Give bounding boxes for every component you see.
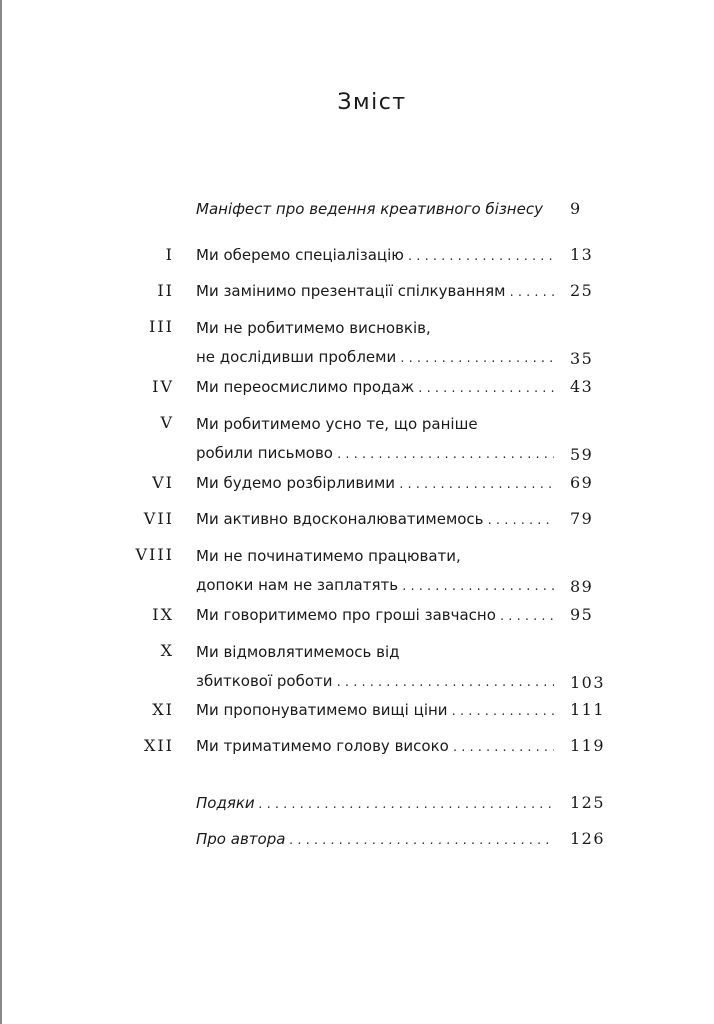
toc-entry-line: не дослідивши проблеми . . . bbox=[196, 343, 554, 372]
page-number: 89 bbox=[570, 577, 594, 596]
page-number: 59 bbox=[570, 445, 594, 464]
toc-entry-line: Ми триматимемо голову високо . . . bbox=[196, 733, 554, 759]
toc-entry-title bbox=[196, 314, 554, 372]
page-number: 25 bbox=[570, 281, 594, 300]
chapter-numeral: I bbox=[165, 245, 174, 264]
toc-entry-title bbox=[196, 506, 554, 532]
toc-entry-title bbox=[196, 196, 554, 222]
toc-entry-line: Ми робитимемо усно те, що раніше bbox=[196, 415, 478, 433]
chapter-numeral: V bbox=[160, 413, 174, 432]
toc-entry-title bbox=[196, 638, 554, 696]
chapter-numeral: XII bbox=[143, 736, 174, 755]
toc-entry-title bbox=[196, 602, 554, 628]
toc-entry-line: допоки нам не заплатять . . . bbox=[196, 571, 554, 600]
page-number: 35 bbox=[570, 349, 594, 368]
toc-entry-line: Подяки . . . bbox=[196, 790, 554, 816]
page-number: 95 bbox=[570, 605, 594, 624]
toc-entry-title bbox=[196, 790, 554, 816]
toc-entry[interactable] bbox=[0, 278, 714, 304]
toc-entry[interactable] bbox=[0, 733, 714, 759]
toc-entry[interactable] bbox=[0, 506, 714, 532]
toc-entry-line: Ми переосмислимо продаж . . . bbox=[196, 374, 554, 400]
toc-entry-line: Ми замінимо презентації спілкуванням . . . bbox=[196, 278, 554, 304]
toc-entry-line: Маніфест про ведення креативного бізнесу bbox=[196, 200, 543, 218]
toc-entry[interactable] bbox=[0, 602, 714, 628]
chapter-numeral: XI bbox=[152, 700, 174, 719]
chapter-numeral: II bbox=[157, 281, 174, 300]
page-number: 9 bbox=[570, 199, 582, 218]
page-number: 125 bbox=[570, 793, 606, 812]
toc-entry-title bbox=[196, 278, 554, 304]
toc-entry[interactable] bbox=[0, 790, 714, 816]
toc-entry-line: Ми не робитимемо висновків, bbox=[196, 319, 431, 337]
page-number: 43 bbox=[570, 377, 594, 396]
toc-entry-title bbox=[196, 733, 554, 759]
toc-entry-line: Ми оберемо спеціалізацію . . . bbox=[196, 242, 554, 268]
toc-entry-line: Ми говоритимемо про гроші завчасно . . . bbox=[196, 602, 554, 628]
toc-entry-line: збиткової роботи . . . bbox=[196, 667, 554, 696]
page-number: 119 bbox=[570, 736, 606, 755]
toc-entry-line: Про автора . . . bbox=[196, 826, 554, 852]
chapter-numeral: III bbox=[149, 317, 174, 336]
chapter-numeral: X bbox=[160, 641, 174, 660]
toc-entry-line: Ми не починатимемо працювати, bbox=[196, 547, 461, 565]
toc-entry[interactable] bbox=[0, 374, 714, 400]
chapter-numeral: VIII bbox=[135, 545, 174, 564]
toc-entry[interactable] bbox=[0, 242, 714, 268]
toc-entry[interactable] bbox=[0, 196, 714, 222]
toc-entry-line: Ми активно вдосконалюватимемось . . . bbox=[196, 506, 554, 532]
toc-entry-line: Ми відмовлятимемось від bbox=[196, 643, 400, 661]
toc-entry-line: робили письмово . . . bbox=[196, 439, 554, 468]
toc-entry-title bbox=[196, 542, 554, 600]
toc-entry[interactable] bbox=[0, 638, 714, 696]
toc-entry-title bbox=[196, 826, 554, 852]
page-number: 103 bbox=[570, 673, 606, 692]
toc-entry-title bbox=[196, 242, 554, 268]
toc-entry-title bbox=[196, 374, 554, 400]
page-number: 126 bbox=[570, 829, 606, 848]
page-number: 111 bbox=[570, 700, 606, 719]
page-number: 13 bbox=[570, 245, 594, 264]
toc-entry-title bbox=[196, 697, 554, 723]
toc-entry-title bbox=[196, 470, 554, 496]
toc-entry-line: Ми пропонуватимемо вищі ціни . . . bbox=[196, 697, 554, 723]
toc-entry-title bbox=[196, 410, 554, 468]
page-number: 69 bbox=[570, 473, 594, 492]
chapter-numeral: VI bbox=[152, 473, 174, 492]
toc-entry-line: Ми будемо розбірливими . . . bbox=[196, 470, 554, 496]
toc-entry[interactable] bbox=[0, 470, 714, 496]
chapter-numeral: IX bbox=[152, 605, 174, 624]
toc-entry[interactable] bbox=[0, 410, 714, 468]
toc-entry[interactable] bbox=[0, 697, 714, 723]
page-title: Зміст bbox=[337, 90, 407, 115]
toc-entry[interactable] bbox=[0, 314, 714, 372]
page-number: 79 bbox=[570, 509, 594, 528]
toc-entry[interactable] bbox=[0, 826, 714, 852]
toc-entry[interactable] bbox=[0, 542, 714, 600]
chapter-numeral: VII bbox=[143, 509, 174, 528]
chapter-numeral: IV bbox=[152, 377, 174, 396]
